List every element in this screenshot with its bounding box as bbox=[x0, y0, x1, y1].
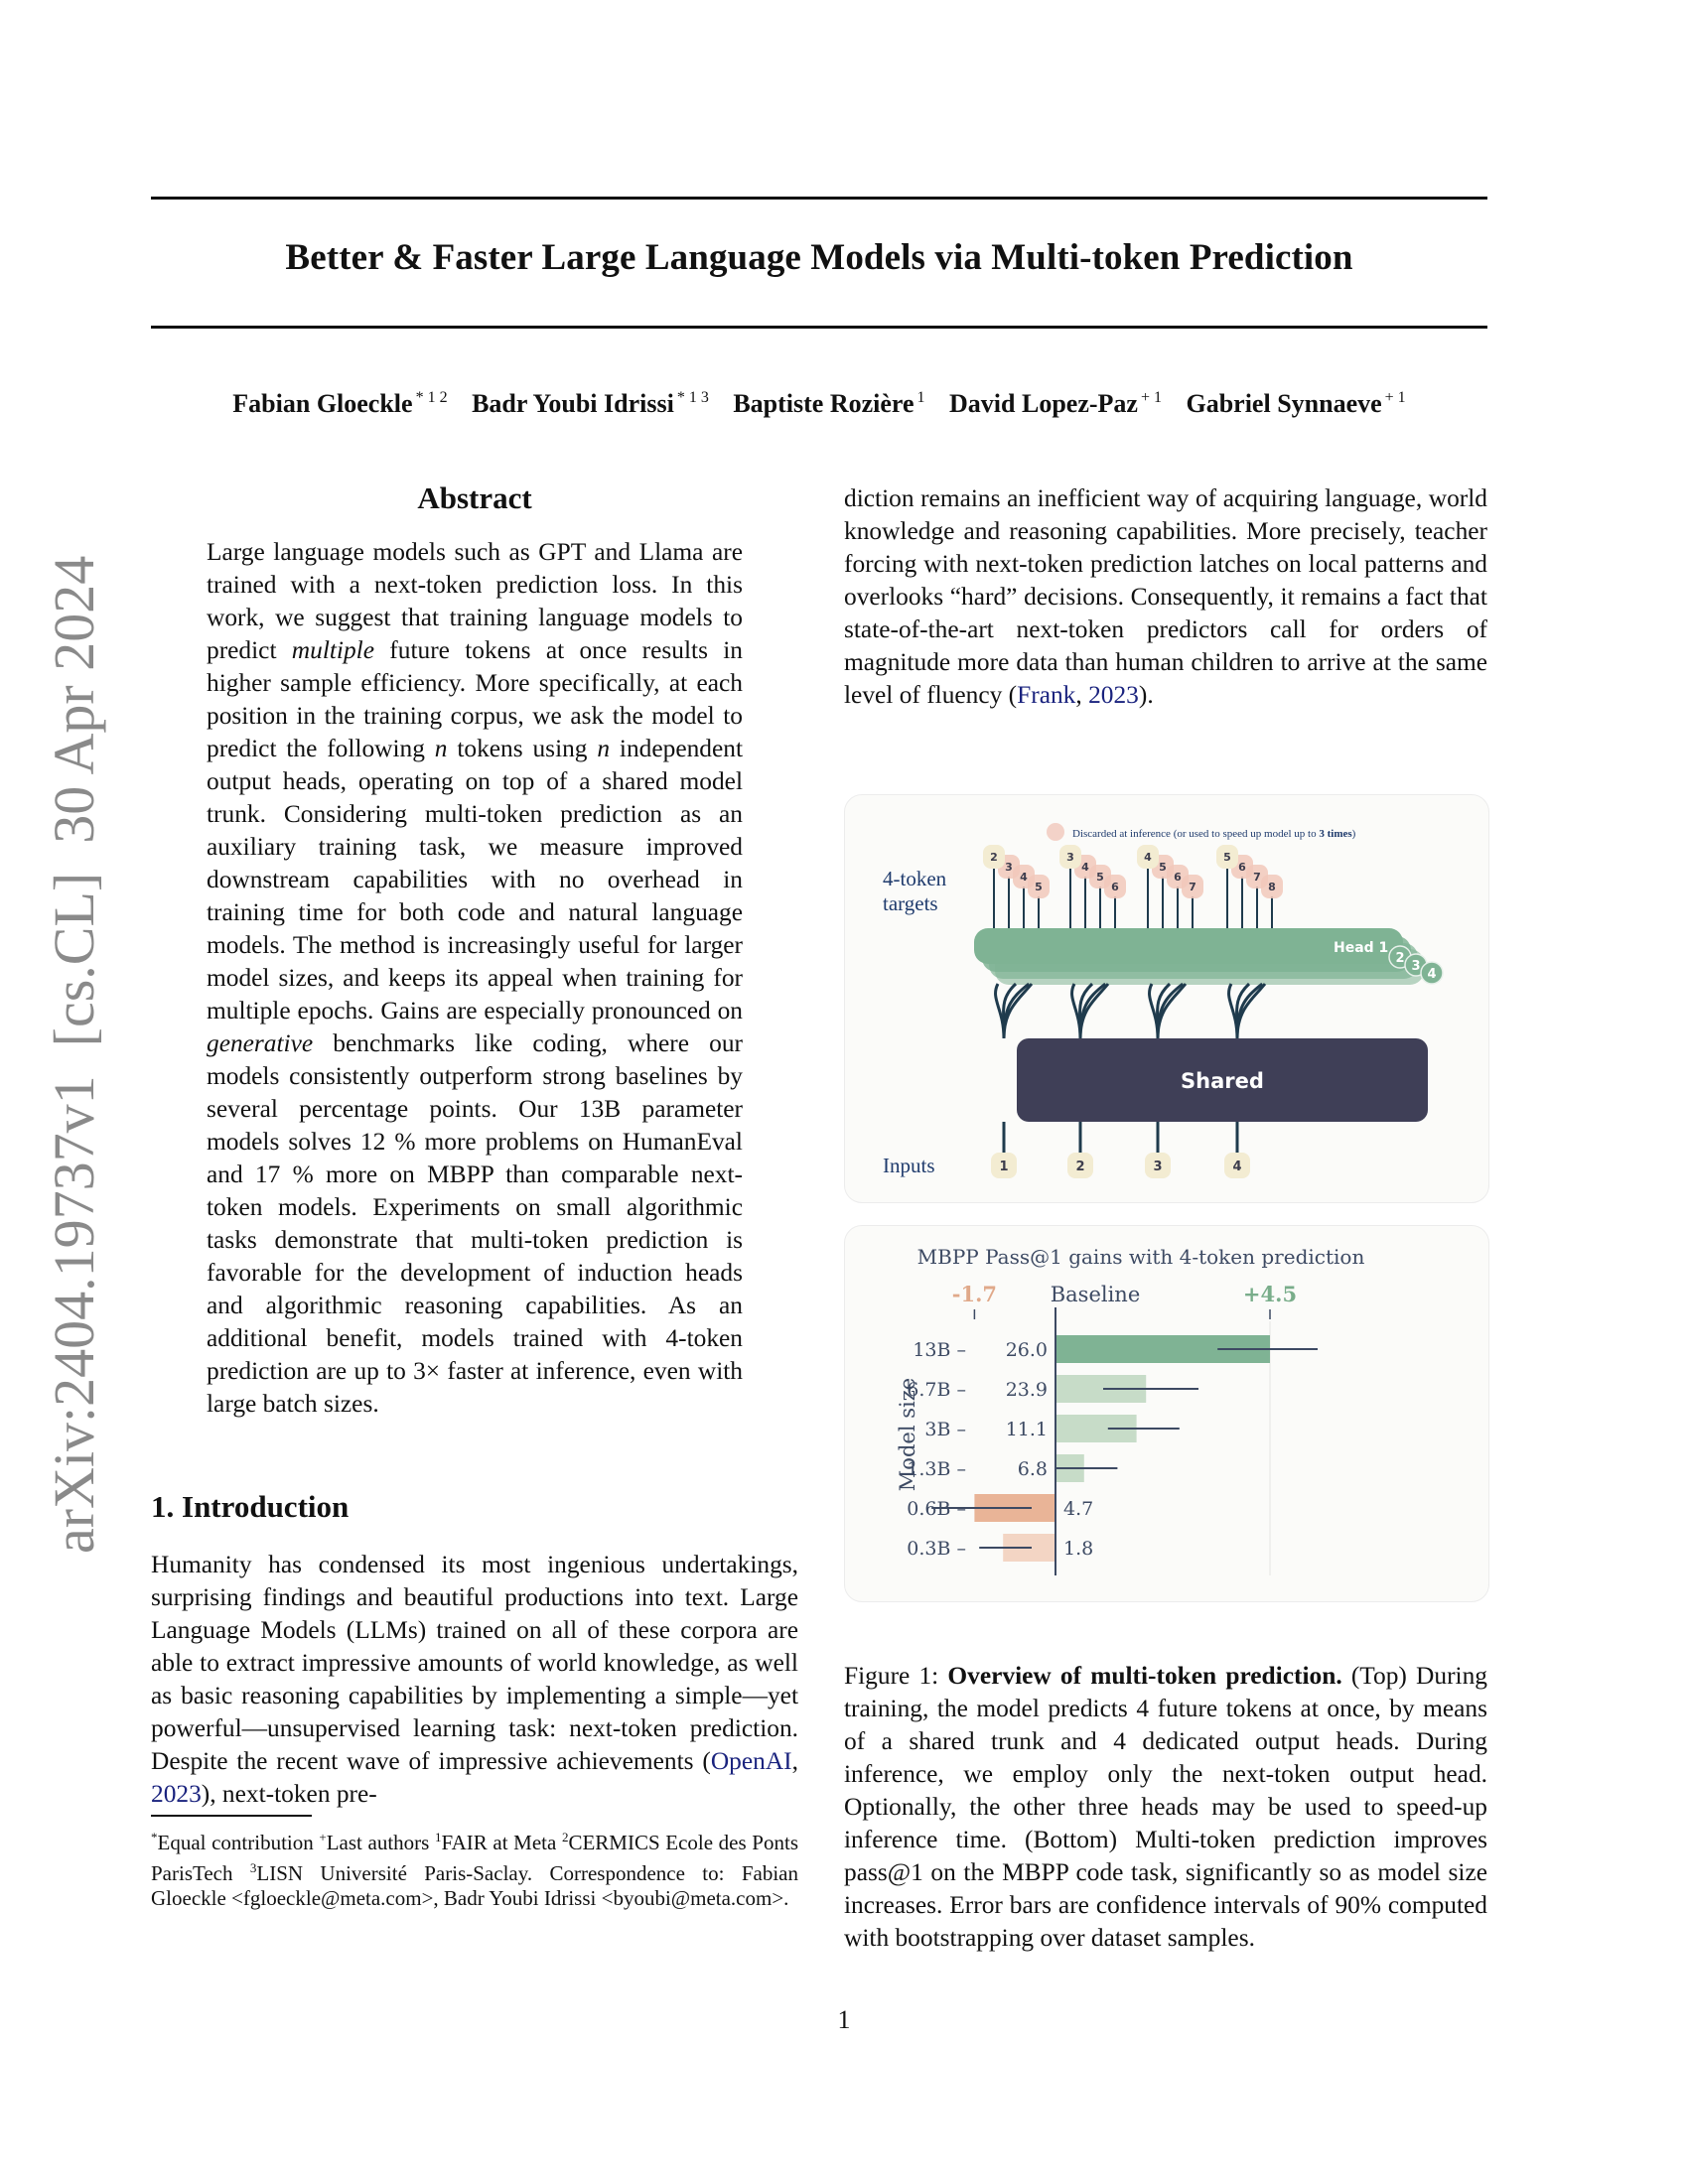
target-token-label: 4 bbox=[1020, 871, 1028, 884]
baseline-value-label: 11.1 bbox=[1005, 1419, 1048, 1440]
abstract-text: future tokens at once results in higher sample efficiency. More specifically, at each position in the training corpus, we ask the model to predict the following bbox=[207, 636, 744, 762]
footnote-mark: 1 bbox=[434, 1830, 442, 1844]
author bbox=[1186, 389, 1405, 418]
y-tick-label: 1.3B – bbox=[907, 1458, 966, 1480]
author-name: Fabian Gloeckle bbox=[232, 389, 413, 418]
footnote-text: Equal contribution bbox=[157, 1831, 320, 1854]
arxiv-identifier-stamp: arXiv:2404.19737v1 [cs.CL] 30 Apr 2024 bbox=[42, 555, 106, 1554]
author-name: David Lopez-Paz bbox=[949, 389, 1138, 418]
y-tick-label: 13B – bbox=[913, 1339, 966, 1361]
introduction-continued: diction remains an inefficient way of acquiring language, world knowledge and reasoning capabilities. More precisely, teacher forcing with next-token prediction latches on local patterns and overlooks “hard” decisions. Consequently, it remains a fact that state-of-the-art next-token predictors call for orders of magnitude more data than human children to arrive at the same level of fluency (Frank, 2023). bbox=[844, 484, 1487, 709]
chart-title: MBPP Pass@1 gains with 4-token prediction bbox=[916, 1245, 1365, 1269]
target-token-label: 7 bbox=[1189, 881, 1196, 893]
citation-link[interactable]: OpenAI bbox=[710, 1747, 792, 1775]
introduction-body: Humanity has condensed its most ingenious undertakings, surprising findings and beautiful productions into text. Large Language Models (LLMs) trained on all of these corpora are able to extract impressive amounts of world knowledge, as well as basic reasoning capabilities by implementing a simple—yet powerful—unsupervised learning task: next-token prediction. Despite the recent wave of impressive achievements (OpenAI, 2023), next-token pre- bbox=[151, 1551, 798, 1808]
author-marks: * 1 3 bbox=[676, 389, 709, 407]
chart-marks bbox=[907, 1307, 1318, 1575]
caption-title: Overview of multi-token prediction. bbox=[947, 1662, 1342, 1690]
footnote-mark: * bbox=[151, 1830, 158, 1844]
target-token-label: 5 bbox=[1223, 851, 1231, 864]
y-tick-label: 6.7B – bbox=[907, 1379, 966, 1401]
input-token-label: 2 bbox=[1075, 1160, 1085, 1174]
targets-label: targets bbox=[883, 891, 938, 915]
mbpp-gains-chart bbox=[844, 1225, 1489, 1602]
author-marks: + 1 bbox=[1140, 389, 1162, 407]
target-token-label: 5 bbox=[1035, 881, 1043, 893]
author-marks: + 1 bbox=[1384, 389, 1406, 407]
y-axis-label: Model size bbox=[896, 1377, 919, 1492]
footnote bbox=[151, 1825, 798, 1911]
author-marks: * 1 2 bbox=[415, 389, 448, 407]
baseline-value-label: 26.0 bbox=[1005, 1339, 1048, 1361]
y-tick-label: 0.6B – bbox=[907, 1498, 966, 1520]
abstract-body bbox=[207, 536, 743, 1421]
abstract-text: benchmarks like coding, where our models consistently outperform strong baselines by several percentage points. Our 13B parameter models solves 12 % more problems on HumanEval and 17 % more on MBPP than comparable next-token models. Experiments on small algorithmic tasks demonstrate that multi-token prediction is favorable for the development of induction heads and algorithmic reasoning capabilities. As an additional benefit, models trained with 4-token prediction are up to 3× faster at inference, even with large batch sizes. bbox=[207, 1029, 743, 1418]
author bbox=[472, 389, 709, 418]
inputs-label: Inputs bbox=[883, 1154, 935, 1177]
author-name: Baptiste Rozière bbox=[733, 389, 914, 418]
abstract-text: Large language models such as GPT and Llama are trained with a next-token prediction loss. In this work, we suggest that training language models to predict bbox=[207, 538, 743, 664]
page-number: 1 bbox=[837, 2005, 851, 2034]
chart-header-max-gain: +4.5 bbox=[1242, 1282, 1298, 1306]
y-tick-label: 3B – bbox=[924, 1419, 966, 1440]
footnote-text: Last authors bbox=[326, 1831, 435, 1854]
multi-token-architecture-diagram bbox=[844, 794, 1489, 1203]
author bbox=[232, 389, 447, 418]
caption-text: dedicated output heads. During inference, we employ only the next-token output head. Optionally, the other three heads may be used to speed-up inference time. (Bottom) Multi-token prediction improves pass@1 on the MBPP code task, significantly so as model size increases. Error bars are confidence intervals of 90% computed with bootstrapping over dataset samples. bbox=[844, 1727, 1487, 1952]
abstract-emphasis: generative bbox=[207, 1029, 314, 1057]
caption-text: future tokens at once, by means of a shared trunk and bbox=[844, 1695, 1488, 1755]
y-tick-label: 0.3B – bbox=[907, 1538, 966, 1560]
input-token-label: 4 bbox=[1232, 1160, 1242, 1174]
intro-text: diction remains an inefficient way of acquiring language, world knowledge and reasoning capabilities. More precisely, teacher forcing with next-token prediction latches on local patterns and overlooks “hard” decisions. Consequently, it remains a fact that state-of-the-art next-token predictors call for orders of magnitude more data than human children to arrive at the same level of fluency ( bbox=[844, 484, 1487, 709]
target-token-group bbox=[983, 845, 1283, 928]
abstract-emphasis: multiple bbox=[291, 636, 375, 664]
author bbox=[733, 389, 924, 418]
author bbox=[949, 389, 1162, 418]
math-variable: n bbox=[434, 735, 448, 762]
baseline-value-label: 1.8 bbox=[1063, 1538, 1094, 1560]
head-index-label: 3 bbox=[1411, 959, 1421, 974]
author-name: Badr Youbi Idrissi bbox=[472, 389, 674, 418]
architecture-diagram-svg bbox=[845, 795, 1488, 1202]
target-token-label: 5 bbox=[1096, 871, 1104, 884]
baseline-value-label: 4.7 bbox=[1063, 1498, 1094, 1520]
head-index-label: 2 bbox=[1395, 951, 1405, 966]
input-token-group bbox=[991, 1122, 1250, 1178]
footnote-text: CERMICS Ecole des Ponts ParisTech bbox=[151, 1831, 798, 1885]
abstract-text: tokens using bbox=[447, 735, 598, 762]
target-token-label: 4 bbox=[1081, 861, 1089, 874]
target-token-label: 3 bbox=[1005, 861, 1013, 874]
target-token-label: 6 bbox=[1174, 871, 1182, 884]
chart-header-baseline: Baseline bbox=[1050, 1283, 1141, 1306]
mbpp-chart-svg bbox=[845, 1226, 1488, 1601]
citation-year-link[interactable]: 2023 bbox=[151, 1780, 202, 1808]
math-variable: n bbox=[597, 735, 611, 762]
discarded-legend-swatch bbox=[1047, 823, 1064, 841]
paper-title: Better & Faster Large Language Models via Multi-token Prediction bbox=[285, 237, 1353, 278]
target-token-label: 8 bbox=[1268, 881, 1276, 893]
caption-number: 4 bbox=[1136, 1695, 1150, 1722]
target-token-label: 5 bbox=[1159, 861, 1167, 874]
output-heads bbox=[974, 928, 1443, 985]
shared-trunk-label: Shared bbox=[1181, 1069, 1264, 1093]
targets-label: 4-token bbox=[883, 867, 947, 890]
citation-link[interactable]: Frank bbox=[1017, 681, 1076, 709]
intro-text: ). bbox=[1138, 681, 1154, 709]
input-token-label: 1 bbox=[999, 1160, 1009, 1174]
abstract-text: independent output heads, operating on top of a shared model trunk. Considering multi-token prediction as an auxiliary training task, we measure improved downstream capabilities with no overhead in training time for both code and natural language models. The method is increasingly useful for larger model sizes, and keeps its appeal when training for multiple epochs. Gains are especially pronounced on bbox=[207, 735, 743, 1024]
target-token-label: 4 bbox=[1144, 851, 1152, 864]
target-token-label: 3 bbox=[1066, 851, 1074, 864]
target-token-label: 2 bbox=[990, 851, 998, 864]
chart-header-min-gain: -1.7 bbox=[951, 1282, 998, 1306]
caption-number: 4 bbox=[1113, 1727, 1126, 1755]
head-index-label: 4 bbox=[1427, 967, 1437, 982]
footnote-mark: 3 bbox=[249, 1860, 257, 1875]
title-top-rule bbox=[151, 197, 1487, 200]
author-name: Gabriel Synnaeve bbox=[1186, 389, 1382, 418]
caption-text: (Top) During training, the model predicts bbox=[844, 1662, 1487, 1722]
footnote-mark: + bbox=[319, 1830, 327, 1844]
abstract-heading: Abstract bbox=[417, 480, 532, 515]
figure-1-caption bbox=[844, 1660, 1487, 1955]
footnote-mark: 2 bbox=[561, 1830, 569, 1844]
section-heading-introduction: 1. Introduction bbox=[151, 1489, 350, 1524]
head-label: Head 1 bbox=[1334, 940, 1389, 956]
discarded-legend-text: Discarded at inference (or used to speed up model up to 3 times) bbox=[1072, 828, 1356, 840]
footnote-text: LISN Université Paris-Saclay. Correspondence to: Fabian Gloeckle <fgloeckle@meta.com>, Badr Youbi Idrissi <byoubi@meta.com>. bbox=[151, 1861, 798, 1910]
author-marks: 1 bbox=[916, 389, 925, 407]
baseline-value-label: 23.9 bbox=[1005, 1379, 1048, 1401]
target-token-label: 6 bbox=[1238, 861, 1246, 874]
author-list bbox=[151, 389, 1487, 419]
caption-label: Figure 1: bbox=[844, 1662, 948, 1690]
intro-text: Humanity has condensed its most ingenious undertakings, surprising findings and beautiful productions into text. Large Language Models (LLMs) trained on all of these corpora are able to extract impressive amounts of world knowledge, as well as basic reasoning capabilities by implementing a simple—yet powerful—unsupervised learning task: next-token prediction. Despite the recent wave of impressive achievements ( bbox=[151, 1551, 798, 1775]
input-token-label: 3 bbox=[1153, 1160, 1163, 1174]
intro-text: ), next-token pre- bbox=[201, 1780, 377, 1808]
footnote-text: FAIR at Meta bbox=[441, 1831, 562, 1854]
citation-year-link[interactable]: 2023 bbox=[1088, 681, 1139, 709]
target-token-label: 6 bbox=[1111, 881, 1119, 893]
baseline-value-label: 6.8 bbox=[1017, 1458, 1048, 1480]
head-to-trunk-connections bbox=[996, 984, 1265, 1038]
footnote-rule bbox=[151, 1815, 312, 1817]
target-token-label: 7 bbox=[1253, 871, 1261, 884]
title-bottom-rule bbox=[151, 326, 1487, 329]
